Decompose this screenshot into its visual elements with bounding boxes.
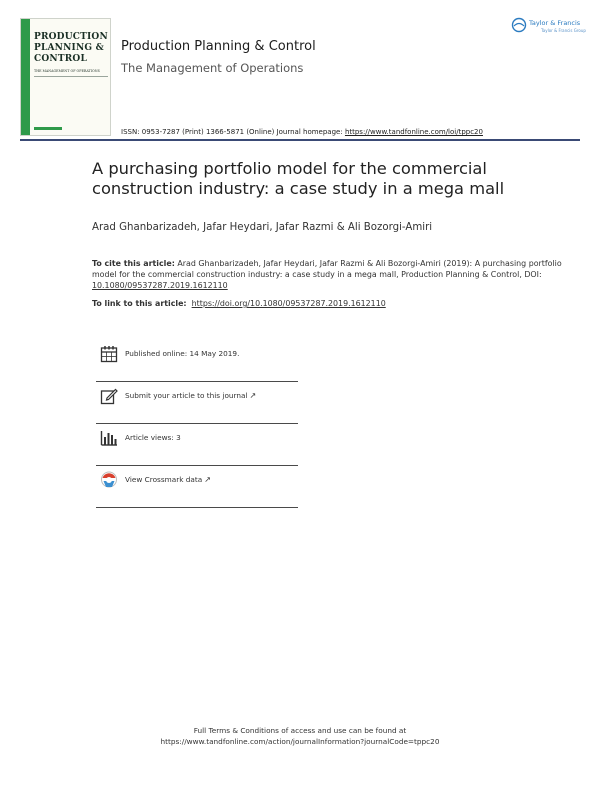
cover-publisher-mark <box>34 127 62 130</box>
issn-text: ISSN: 0953-7287 (Print) 1366-5871 (Online) Journal homepage: <box>121 128 345 136</box>
cover-title <box>34 32 110 65</box>
cover-title-line-1: PRODUCTION <box>34 32 108 42</box>
journal-subtitle: The Management of Operations <box>121 61 304 75</box>
published-online-item <box>96 340 298 382</box>
citation-label: To cite this article: <box>92 259 175 268</box>
citation-text: Arad Ghanbarizadeh, Jafar Heydari, Jafar Razmi & Ali Bozorgi-Amiri (2019): A purchasing portfolio model for the commercial construction industry: a case study in a mega mall, Production Planning & Control, DOI: <box>92 259 562 279</box>
publisher-logo-subtext: Taylor & Francis Group <box>541 28 586 33</box>
published-online-label: Published online: 14 May 2019. <box>125 349 240 358</box>
publisher-logo-text: Taylor & Francis <box>529 19 581 27</box>
citation-doi-link[interactable]: 10.1080/09537287.2019.1612110 <box>92 281 228 290</box>
article-link-label: To link to this article: <box>92 299 187 308</box>
citation-block <box>92 258 562 291</box>
issn-line <box>121 128 483 136</box>
calendar-icon <box>100 345 118 363</box>
submit-article-link[interactable] <box>125 391 256 400</box>
footer-terms-link[interactable]: https://www.tandfonline.com/action/journalInformation?journalCode=tppc20 <box>160 737 440 746</box>
journal-homepage-link[interactable]: https://www.tandfonline.com/loi/tppc20 <box>344 128 483 136</box>
crossmark-label: View Crossmark data <box>125 475 203 484</box>
edit-icon <box>100 387 118 405</box>
article-link-line <box>92 299 386 308</box>
journal-title[interactable]: Production Planning & Control <box>121 39 316 54</box>
publisher-logo[interactable] <box>511 17 586 37</box>
view-crossmark-link[interactable] <box>125 475 211 484</box>
cover-green-strip <box>21 19 30 135</box>
cover-title-line-2: PLANNING & <box>34 43 104 53</box>
submit-article-item[interactable] <box>96 382 298 424</box>
footer-terms-text: Full Terms & Conditions of access and use can be found at <box>193 726 407 735</box>
cover-title-line-3: CONTROL <box>34 54 87 64</box>
crossmark-item[interactable] <box>96 466 298 508</box>
article-views-item <box>96 424 298 466</box>
cover-subtitle: THE MANAGEMENT OF OPERATIONS <box>34 69 100 73</box>
external-link-icon: ↗ <box>249 391 257 400</box>
article-doi-url-link[interactable]: https://doi.org/10.1080/09537287.2019.1612110 <box>191 299 386 308</box>
crossmark-icon <box>100 471 118 489</box>
submit-article-label: Submit your article to this journal <box>125 391 248 400</box>
cover-divider <box>34 76 108 77</box>
publisher-logo-icon <box>511 17 527 33</box>
external-link-icon: ↗ <box>204 475 211 484</box>
article-views-label: Article views: 3 <box>125 433 181 442</box>
journal-cover-thumbnail <box>20 18 111 136</box>
article-authors: Arad Ghanbarizadeh, Jafar Heydari, Jafar Razmi & Ali Bozorgi-Amiri <box>92 222 433 233</box>
footer <box>0 725 600 747</box>
article-title: A purchasing portfolio model for the commercial construction industry: a case study in a mega mall <box>92 159 505 198</box>
header-divider <box>20 139 580 141</box>
bar-chart-icon <box>100 429 118 447</box>
